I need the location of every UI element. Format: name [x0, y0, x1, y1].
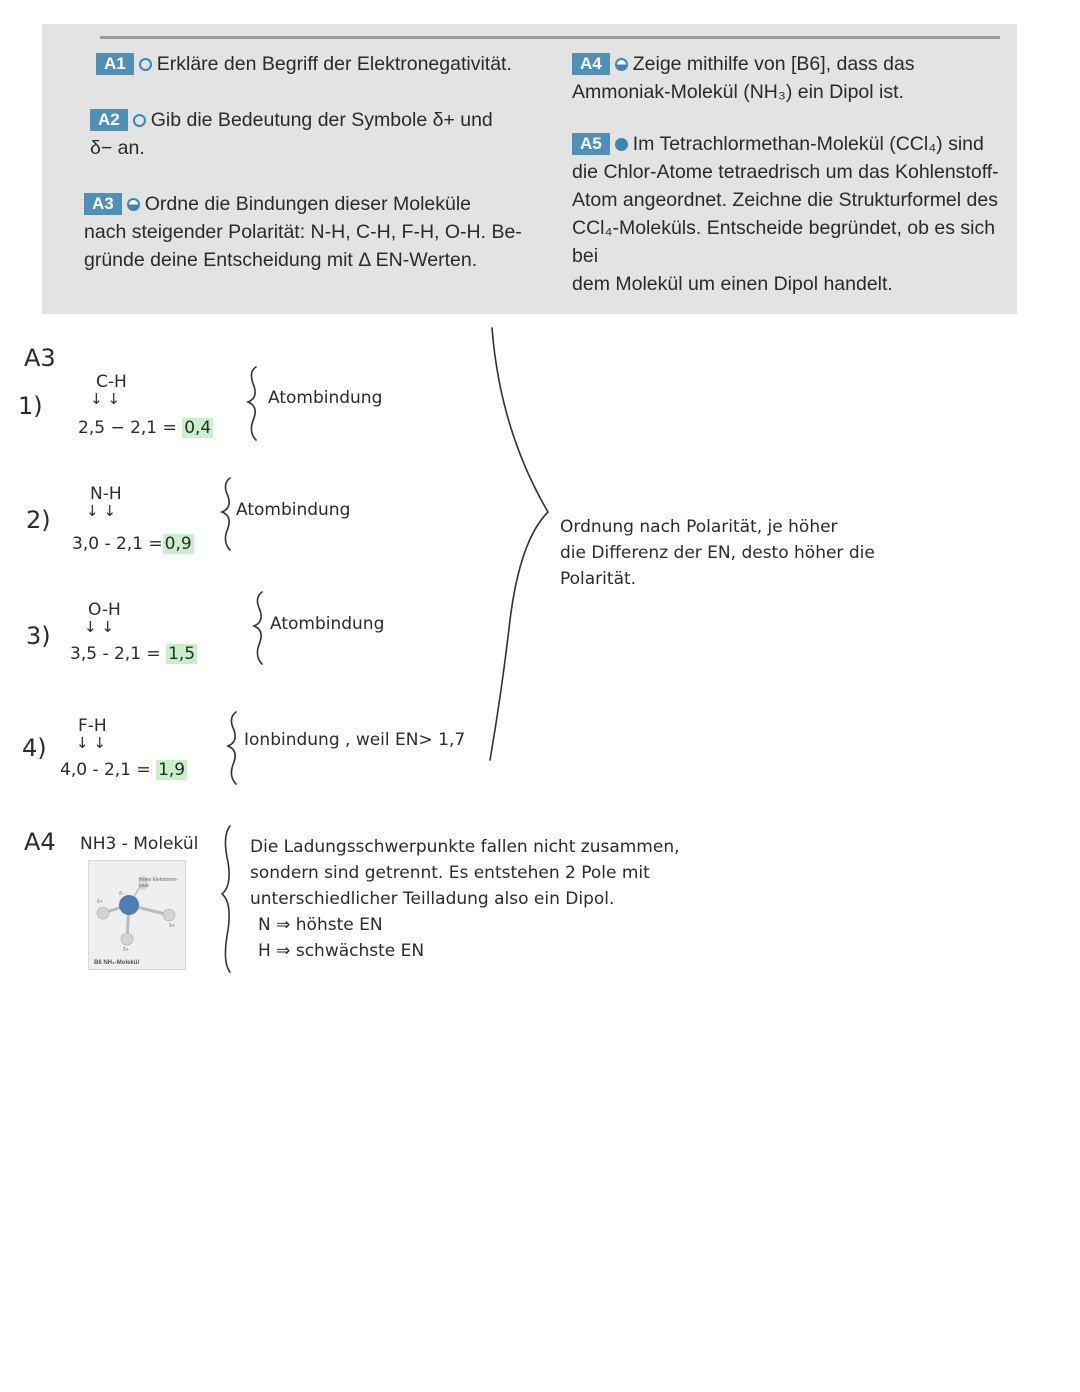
delta-minus-label: δ− [119, 891, 125, 897]
item-3-result: 1,5 [168, 644, 196, 664]
delta-plus-label-1: δ+ [97, 899, 103, 905]
a4-line1: Die Ladungsschwerpunkte fallen nicht zusammen, [250, 837, 680, 857]
item-3-type: Atombindung [270, 614, 385, 634]
item-4-number: 4) [22, 734, 47, 762]
tag-a2: A2 [90, 109, 128, 131]
lone-pair-label: freies Elektronen- paar [139, 877, 179, 889]
item-1-result: 0,4 [184, 418, 212, 438]
a4-line2: sondern sind getrennt. Es entstehen 2 Pole mit [250, 863, 650, 883]
ordering-line1: Ordnung nach Polarität, je höher [560, 517, 838, 537]
item-1-type: Atombindung [268, 388, 383, 408]
connector-line [490, 328, 548, 760]
task-a5-line3: Atom angeordnet. Zeichne die Strukturformel des [572, 189, 998, 211]
item-2-result: 0,9 [164, 534, 192, 554]
item-4-result: 1,9 [158, 760, 186, 780]
task-a2-line1: Gib die Bedeutung der Symbole δ+ und [150, 109, 493, 131]
nh3-molecule-icon [89, 861, 185, 961]
molecule-label: NH3 - Molekül [80, 834, 199, 854]
task-a3-line1: Ordne die Bindungen dieser Moleküle [144, 193, 472, 215]
brace-4 [228, 712, 236, 784]
item-2-number: 2) [26, 506, 51, 534]
tag-a1: A1 [96, 53, 134, 75]
brace-1 [248, 367, 256, 440]
a4-explanation [250, 834, 680, 964]
ordering-line3: Polarität. [560, 569, 637, 589]
item-2-calc [72, 534, 194, 554]
a4-line4: N ⇒ höhste EN [258, 915, 383, 935]
item-4-bond: F-H [78, 716, 107, 736]
nh3-molecule-image [88, 860, 186, 970]
item-1-number: 1) [18, 392, 43, 420]
tag-a4: A4 [572, 53, 610, 75]
item-3-bond: O-H [88, 600, 121, 620]
item-2-type: Atombindung [236, 500, 351, 520]
brace-2 [222, 478, 230, 550]
molecule-caption: B6 NH₃-Molekül [94, 960, 140, 966]
notes-a4-label: A4 [24, 828, 56, 856]
item-4-type: Ionbindung , weil EN> 1,7 [244, 730, 466, 750]
item-3-calc [70, 644, 197, 664]
task-a3-line2: nach steigender Polarität: N-H, C-H, F-H, O-H. Be- [84, 221, 522, 243]
item-2-arrows: ↓ ↓ [86, 502, 116, 520]
item-4-calc [60, 760, 187, 780]
item-3-number: 3) [26, 622, 51, 650]
task-a5-line5: dem Molekül um einen Dipol handelt. [572, 273, 893, 295]
item-2-calc-text: 3,0 - 2,1 = [72, 534, 163, 554]
a4-line3: unterschiedlicher Teilladung also ein Dipol. [250, 889, 615, 909]
task-a5-line2: die Chlor-Atome tetraedrisch um das Kohlenstoff- [572, 161, 999, 183]
task-a3-line3: gründe deine Entscheidung mit Δ EN-Werten. [84, 249, 478, 271]
tag-a5: A5 [572, 133, 610, 155]
ordering-note [560, 514, 875, 592]
item-3-calc-text: 3,5 - 2,1 = [70, 644, 161, 664]
task-a4-line1: Zeige mithilfe von [B6], dass das [632, 53, 915, 75]
brace-a4 [222, 826, 230, 972]
task-a1-text: Erkläre den Begriff der Elektronegativität. [156, 53, 512, 75]
delta-plus-label-3: δ+ [123, 947, 129, 953]
item-4-arrows: ↓ ↓ [76, 734, 106, 752]
task-a2-line2: δ− an. [90, 137, 145, 159]
item-1-calc [78, 418, 213, 438]
item-1-arrows: ↓ ↓ [90, 390, 120, 408]
ordering-line2: die Differenz der EN, desto höher die [560, 543, 875, 563]
item-1-bond: C-H [96, 372, 127, 392]
item-2-bond: N-H [90, 484, 122, 504]
item-1-calc-text: 2,5 − 2,1 = [78, 418, 177, 438]
delta-plus-label-2: δ+ [169, 923, 175, 929]
task-a5-line4: CCl₄-Moleküls. Entscheide begründet, ob es sich bei [572, 217, 996, 267]
task-a5-line1: Im Tetrachlormethan-Molekül (CCl₄) sind [632, 133, 984, 155]
item-3-arrows: ↓ ↓ [84, 618, 114, 636]
notes-a3-label: A3 [24, 344, 56, 372]
task-a4-line2: Ammoniak-Molekül (NH₃) ein Dipol ist. [572, 81, 904, 103]
item-4-calc-text: 4,0 - 2,1 = [60, 760, 151, 780]
tag-a3: A3 [84, 193, 122, 215]
brace-3 [254, 592, 262, 664]
a4-line5: H ⇒ schwächste EN [258, 941, 425, 961]
